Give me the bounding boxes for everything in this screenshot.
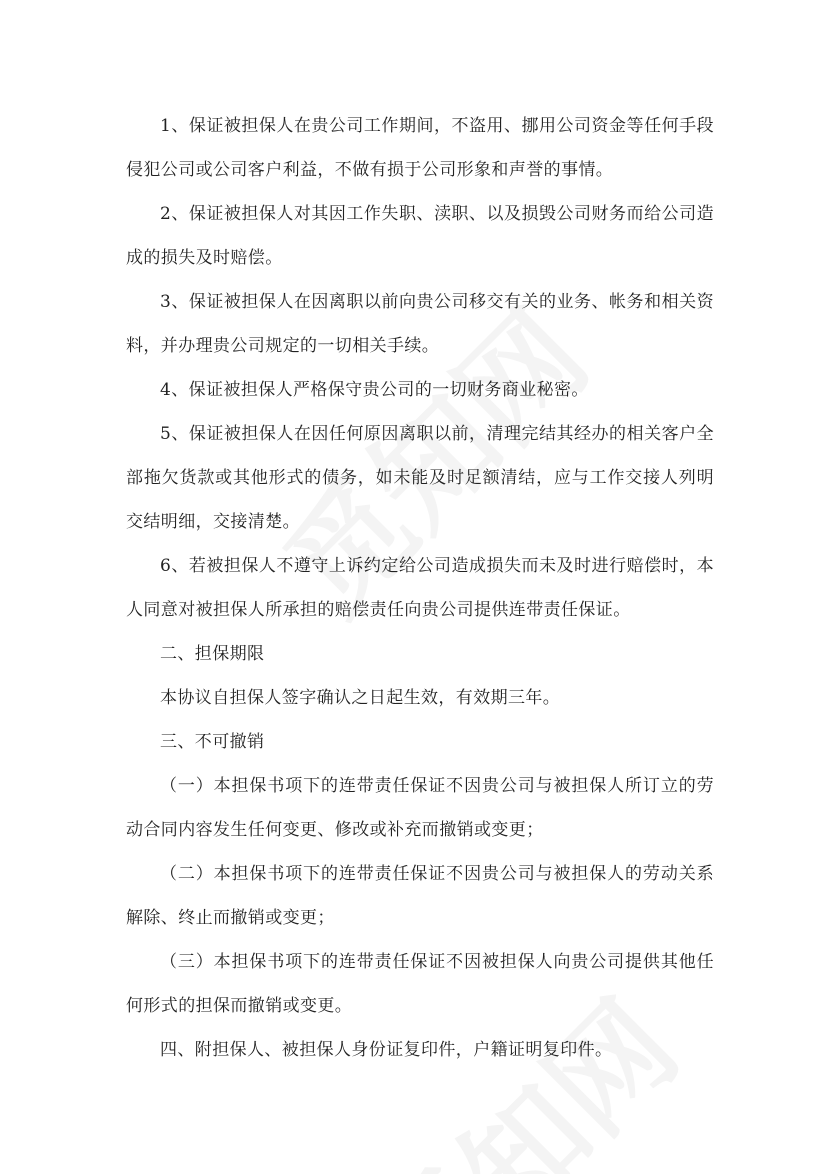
clause-2: 2、保证被担保人对其因工作失职、渎职、以及损毁公司财务而给公司造成的损失及时赔偿。 [126,204,714,268]
clause-6: 6、若被担保人不遵守上诉约定给公司造成损失而未及时进行赔偿时，本人同意对被担保人所承担的赔偿责任向贵公司提供连带责任保证。 [126,556,714,620]
irrevocable-item-1: （一）本担保书项下的连带责任保证不因贵公司与被担保人所订立的劳动合同内容发生任何变更、修改或补充而撤销或变更； [126,776,714,840]
irrevocable-item-3: （三）本担保书项下的连带责任保证不因被担保人向贵公司提供其他任何形式的担保而撤销或变更。 [126,952,714,1016]
clause-3: 3、保证被担保人在因离职以前向贵公司移交有关的业务、帐务和相关资料，并办理贵公司规定的一切相关手续。 [126,292,714,356]
section-heading-guarantee-period: 二、担保期限 [160,644,265,664]
guarantee-period-text: 本协议自担保人签字确认之日起生效，有效期三年。 [160,688,561,708]
section-heading-irrevocable: 三、不可撤销 [160,732,265,752]
section-heading-attachments: 四、附担保人、被担保人身份证复印件，户籍证明复印件。 [160,1040,613,1060]
clause-1: 1、保证被担保人在贵公司工作期间，不盗用、挪用公司资金等任何手段侵犯公司或公司客户利益，不做有损于公司形象和声誉的事情。 [126,116,714,180]
irrevocable-item-2: （二）本担保书项下的连带责任保证不因贵公司与被担保人的劳动关系解除、终止而撤销或变更； [126,864,714,928]
clause-4: 4、保证被担保人严格保守贵公司的一切财务商业秘密。 [160,380,589,400]
clause-5: 5、保证被担保人在因任何原因离职以前，清理完结其经办的相关客户全部拖欠货款或其他形式的债务，如未能及时足额清结，应与工作交接人列明交结明细，交接清楚。 [126,424,714,532]
document-body [126,104,714,1072]
